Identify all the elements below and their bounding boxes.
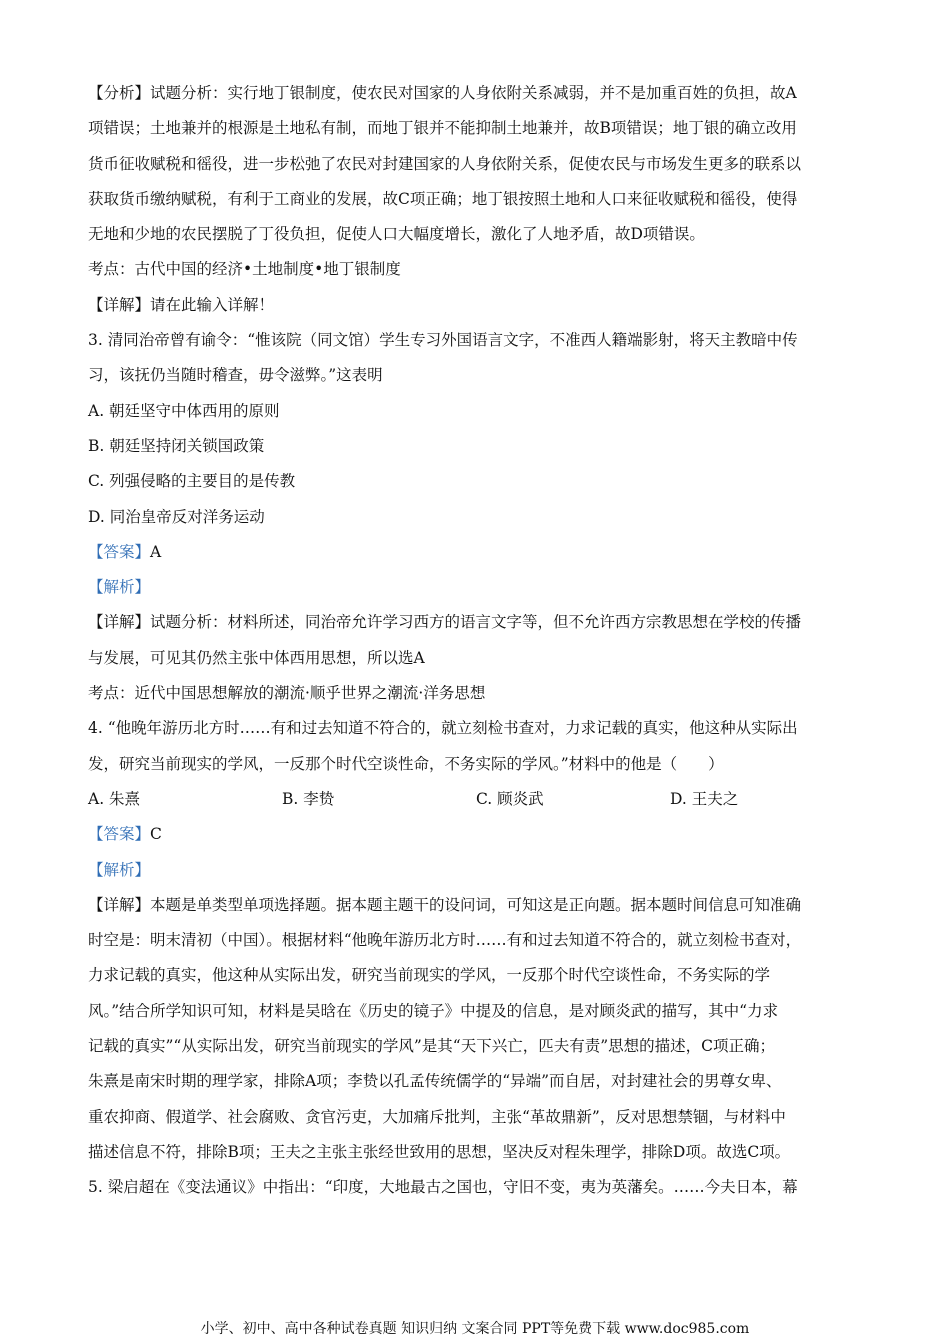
text-line xyxy=(88,464,864,499)
text-line xyxy=(88,429,864,464)
line-text: 项错误；土地兼并的根源是土地私有制，而地丁银并不能抑制土地兼并，故B项错误；地丁银的确立改用 xyxy=(88,119,797,138)
text-line xyxy=(88,923,864,958)
text-line xyxy=(88,535,864,570)
text-line xyxy=(88,1029,864,1064)
line-text: 发，研究当前现实的学风，一反那个时代空谈性命，不务实际的学风。”材料中的他是（ ） xyxy=(88,754,724,773)
option-item: B. 李贽 xyxy=(282,789,335,808)
text-line xyxy=(88,1100,864,1135)
line-text: C. 列强侵略的主要目的是传教 xyxy=(88,472,296,491)
line-text: 考点：近代中国思想解放的潮流·顺乎世界之潮流·洋务思想 xyxy=(88,684,486,703)
section-tag: 【详解】 xyxy=(88,895,151,914)
text-line xyxy=(88,358,864,393)
text-line xyxy=(88,288,864,323)
text-line xyxy=(88,1064,864,1099)
line-text: 重农抑商、假道学、社会腐败、贪官污吏，大加痛斥批判，主张“革故鼎新”，反对思想禁锢，与材料中 xyxy=(88,1107,786,1126)
option-item: C. 顾炎武 xyxy=(476,789,544,808)
line-text: A. 朝廷坚守中体西用的原则 xyxy=(88,401,280,420)
line-text: 朱熹是南宋时期的理学家，排除A项；李贽以孔孟传统儒学的“异端”而自居，对封建社会的男尊女卑、 xyxy=(88,1072,782,1091)
text-line xyxy=(88,1135,864,1170)
line-text: 3. 清同治帝曾有谕令：“惟该院（同文馆）学生专习外国语言文字，不准西人籍端影射，将天主教暗中传 xyxy=(88,331,798,350)
text-line xyxy=(88,570,864,605)
text-line xyxy=(88,111,864,146)
text-line xyxy=(88,500,864,535)
line-text: B. 朝廷坚持闭关锁国政策 xyxy=(88,436,265,455)
section-tag: 【答案】 xyxy=(88,542,151,561)
section-tag: 【答案】 xyxy=(88,825,151,844)
text-line xyxy=(88,147,864,182)
document-body xyxy=(88,76,864,1206)
line-text: 获取货币缴纳赋税，有利于工商业的发展，故C项正确；地丁银按照土地和人口来征收赋税和徭役，使得 xyxy=(88,189,798,208)
section-tag: 【详解】 xyxy=(88,613,151,632)
line-text: 请在此输入详解！ xyxy=(150,295,275,314)
text-line xyxy=(88,817,864,852)
line-text: 记载的真实”“从实际出发，研究当前现实的学风”是其“天下兴亡，匹夫有责”思想的描述，C项正确； xyxy=(88,1037,775,1056)
line-text: D. 同治皇帝反对洋务运动 xyxy=(88,507,265,526)
section-tag: 【分析】 xyxy=(88,84,151,102)
line-text: C xyxy=(150,825,162,844)
text-line xyxy=(88,323,864,358)
section-tag: 【解析】 xyxy=(88,860,151,879)
line-text: 与发展，可见其仍然主张中体西用思想，所以选A xyxy=(88,648,425,667)
text-line xyxy=(88,888,864,923)
line-text: 5. 梁启超在《变法通议》中指出：“印度，大地最古之国也，守旧不变，夷为英藩矣。……今夫日本，幕 xyxy=(88,1178,798,1197)
line-text: 本题是单类型单项选择题。据本题主题干的设问词，可知这是正向题。据本题时间信息可知准确 xyxy=(150,895,802,914)
section-tag: 【详解】 xyxy=(88,295,151,314)
text-line xyxy=(88,711,864,746)
text-line xyxy=(88,747,864,782)
line-text: 时空是：明末清初（中国）。根据材料“他晚年游历北方时……有和过去知道不符合的，就立刻检书查对， xyxy=(88,931,802,950)
text-line xyxy=(88,641,864,676)
line-text: A xyxy=(150,542,162,561)
text-line xyxy=(88,605,864,640)
line-text: 考点：古代中国的经济•土地制度•地丁银制度 xyxy=(88,260,401,279)
text-line xyxy=(88,853,864,888)
line-text: 力求记载的真实，他这种从实际出发，研究当前现实的学风，一反那个时代空谈性命，不务实际的学 xyxy=(88,966,771,985)
text-line xyxy=(88,958,864,993)
line-text: 试题分析：材料所述，同治帝允许学习西方的语言文字等，但不允许西方宗教思想在学校的传播 xyxy=(150,613,802,632)
text-line xyxy=(88,76,864,111)
option-item: D. 王夫之 xyxy=(670,789,739,808)
line-text: 无地和少地的农民摆脱了丁役负担，促使人口大幅度增长，激化了人地矛盾，故D项错误。 xyxy=(88,225,705,244)
line-text: 试题分析：实行地丁银制度，使农民对国家的人身依附关系减弱，并不是加重百姓的负担，故A xyxy=(150,84,797,102)
line-text: 描述信息不符，排除B项；王夫之主张主张经世致用的思想，坚决反对程朱理学，排除D项。故选C项。 xyxy=(88,1142,791,1161)
line-text: 4. “他晚年游历北方时……有和过去知道不符合的，就立刻检书查对，力求记载的真实，他这种从实际出 xyxy=(88,719,798,738)
text-line xyxy=(88,1170,864,1205)
text-line xyxy=(88,994,864,1029)
line-text: 习，该抚仍当随时稽查，毋令滋弊。”这表明 xyxy=(88,366,383,385)
text-line xyxy=(88,676,864,711)
text-line xyxy=(88,217,864,252)
page-footer: 小学、初中、高中各种试卷真题 知识归纳 文案合同 PPT等免费下载 www.doc985.com xyxy=(200,1321,750,1337)
line-text: 风。”结合所学知识可知，材料是吴晗在《历史的镜子》中提及的信息，是对顾炎武的描写，其中“力求 xyxy=(88,1001,779,1020)
section-tag: 【解析】 xyxy=(88,578,151,597)
text-line xyxy=(88,252,864,287)
text-line xyxy=(88,182,864,217)
text-line xyxy=(88,394,864,429)
option-item: A. 朱熹 xyxy=(88,789,141,808)
line-text: 货币征收赋税和徭役，进一步松弛了农民对封建国家的人身依附关系，促使农民与市场发生更多的联系以 xyxy=(88,154,802,173)
answer-options xyxy=(88,782,864,817)
